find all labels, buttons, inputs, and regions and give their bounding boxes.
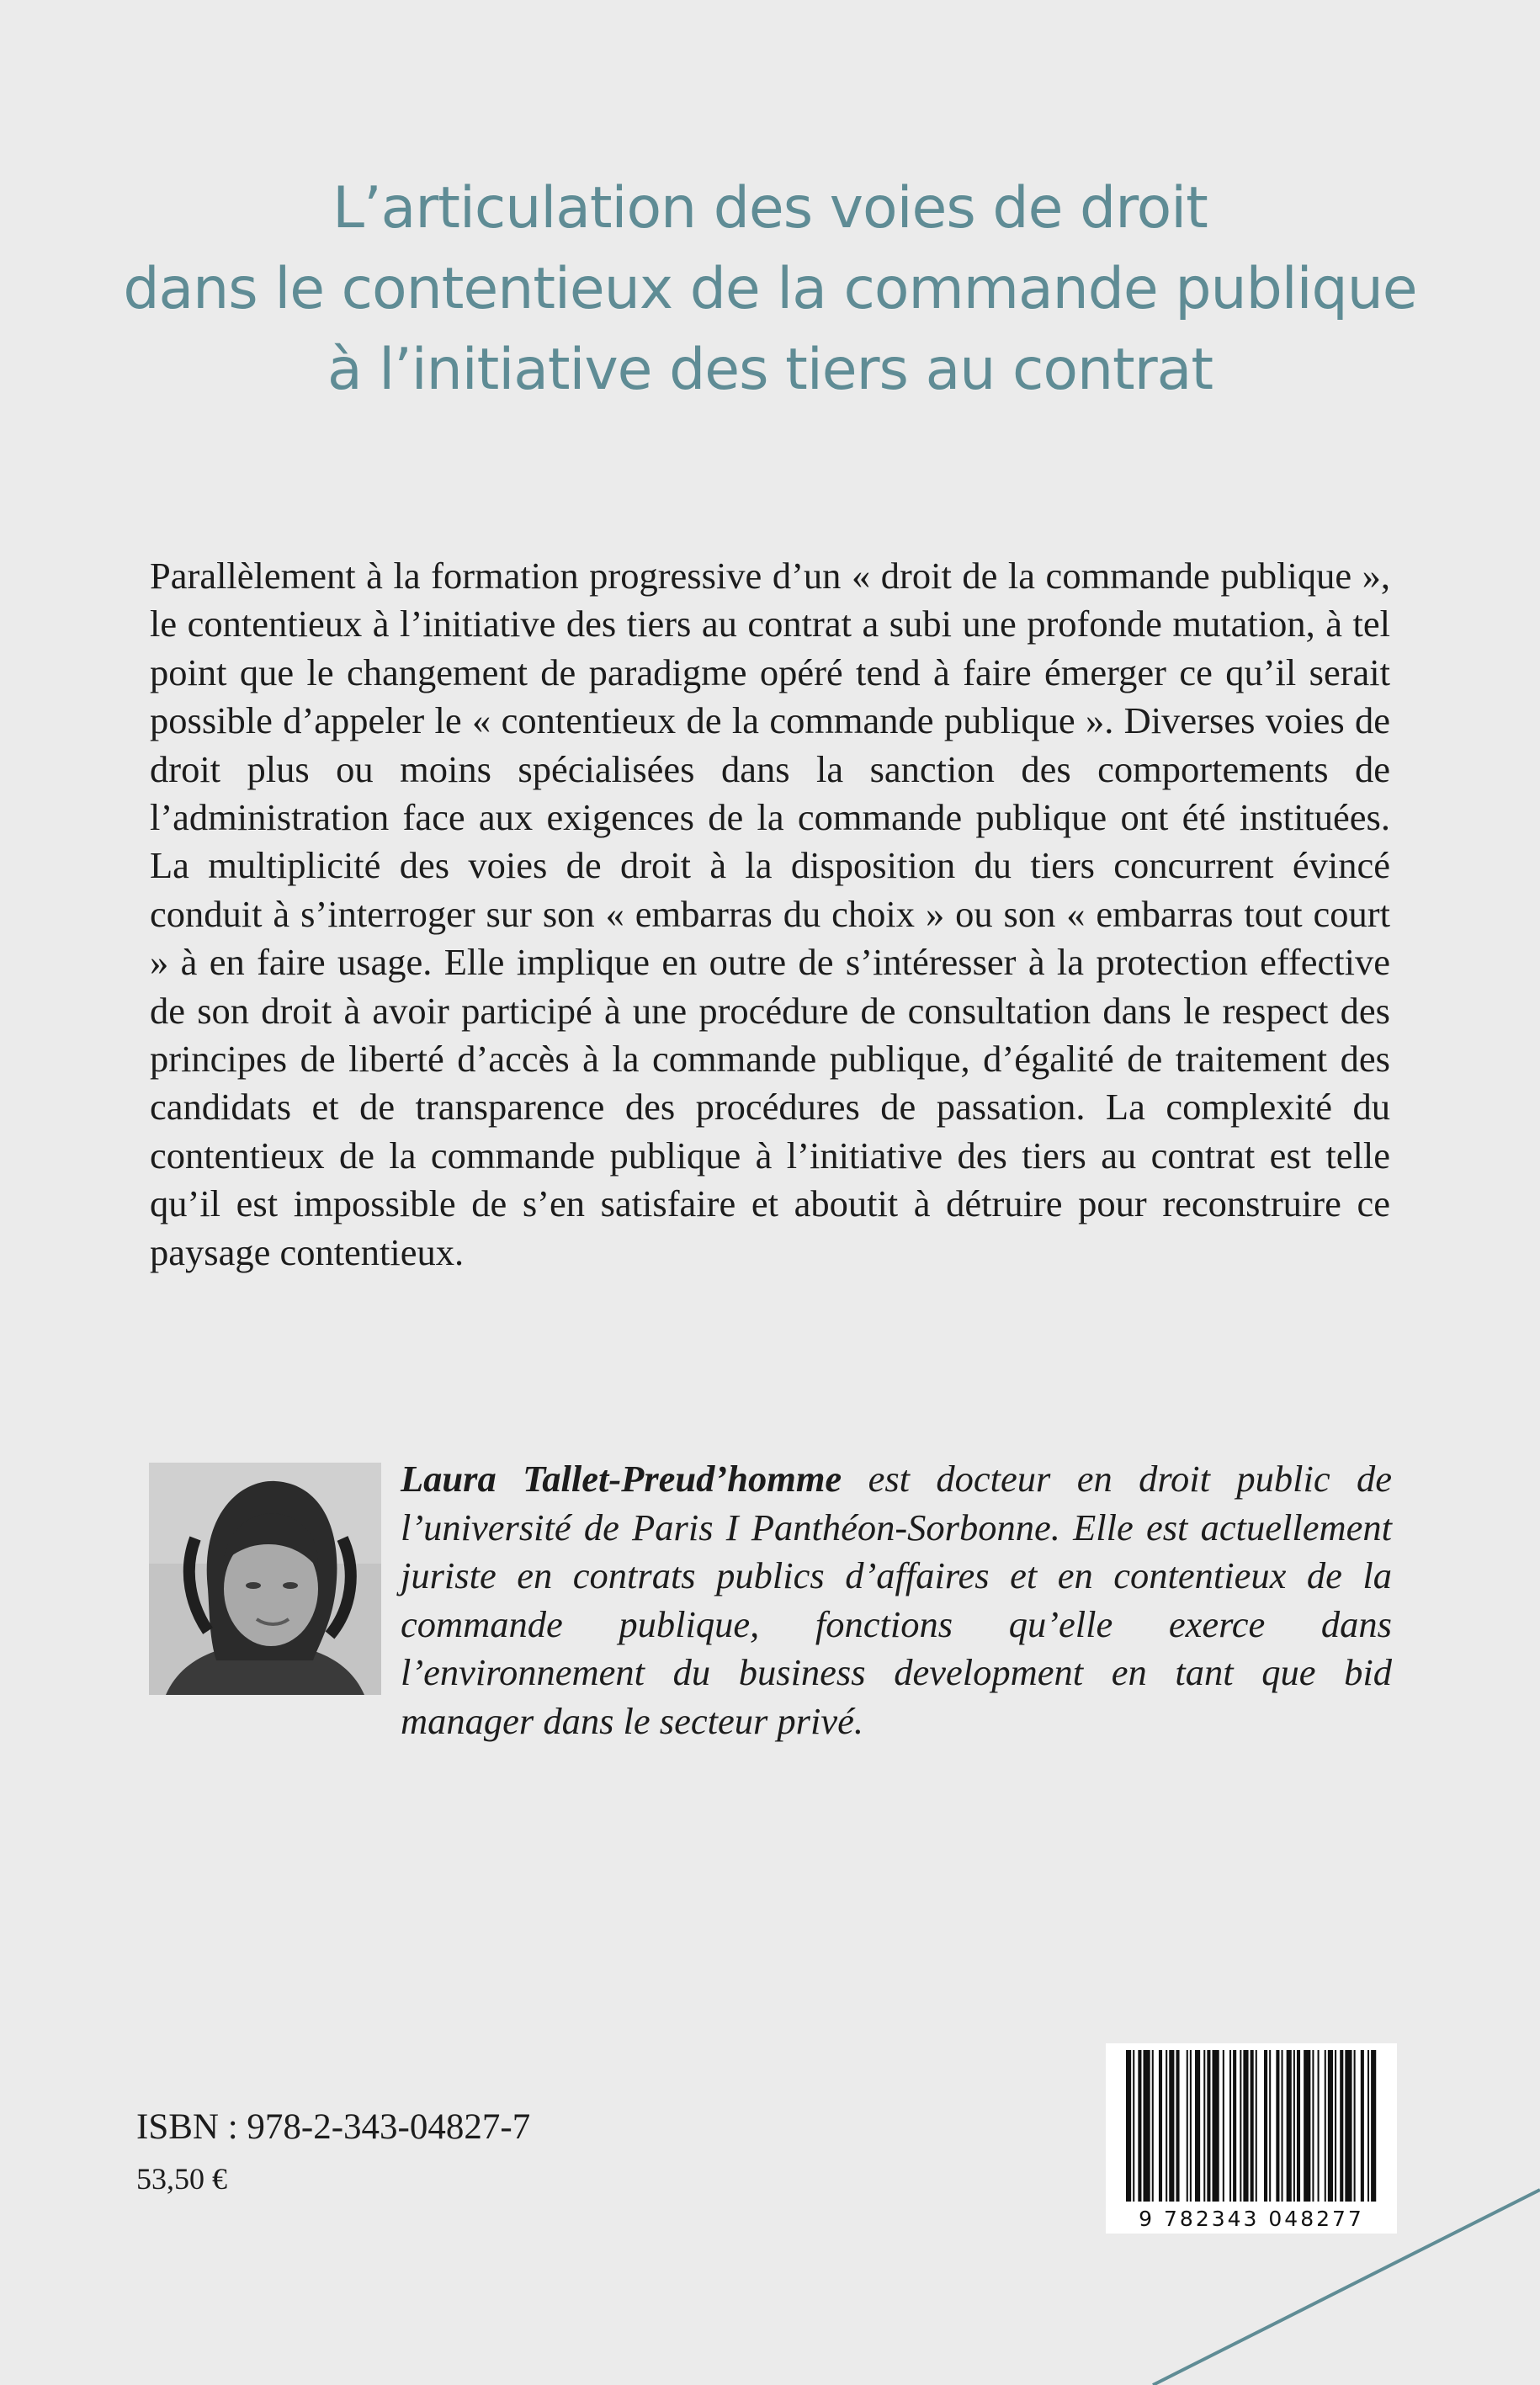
book-summary: Parallèlement à la formation progressive d’un « droit de la commande publique », le contentieux à l’initiative des tiers au contrat a subi une profonde mutation, à tel point que le changement de paradigme opéré tend à faire émerger ce qu’il serait possible d’appeler le « contentieux de la commande publique ». Diverses voies de droit plus ou moins spécialisées dans la sanction des comportements de l’administration face aux exigences de la commande publique ont été instituées. La multiplicité des voies de droit à la disposition du tiers concurrent évincé conduit à s’interroger sur son « embarras du choix » ou son « embarras tout court » à en faire usage. Elle implique en outre de s’intéresser à la protection effective de son droit à avoir participé à une procédure de consultation dans le respect des principes de liberté d’accès à la commande publique, d’égalité de traitement des candidats et de transparence des procédures de passation. La complexité du contentieux de la commande publique à l’initiative des tiers au contrat est telle qu’il est impossible de s’en satisfaire et aboutit à détruire pour reconstruire ce paysage contentieux.: [150, 555, 1390, 1273]
isbn: ISBN : 978-2-343-04827-7: [136, 2107, 531, 2147]
price: 53,50 €: [136, 2162, 227, 2196]
author-name: Laura Tallet-Preud’homme: [401, 1458, 842, 1500]
book-title-line-3: à l’initiative des tiers au contrat: [327, 337, 1213, 403]
author-bio-text: est docteur en droit public de l’université de Paris I Panthéon-Sorbonne. Elle est actuellement juriste en contrats publics d’affaires et en contentieux de la commande publique, fonctions qu’elle exerce dans l’environnement du business development en tant que bid manager dans le secteur privé.: [401, 1458, 1392, 1742]
book-title-line-1: L’articulation des voies de droit: [332, 175, 1208, 242]
book-title-line-2: dans le contentieux de la commande publique: [123, 256, 1417, 322]
barcode-digits: 9 782343 048277: [1139, 2207, 1364, 2231]
